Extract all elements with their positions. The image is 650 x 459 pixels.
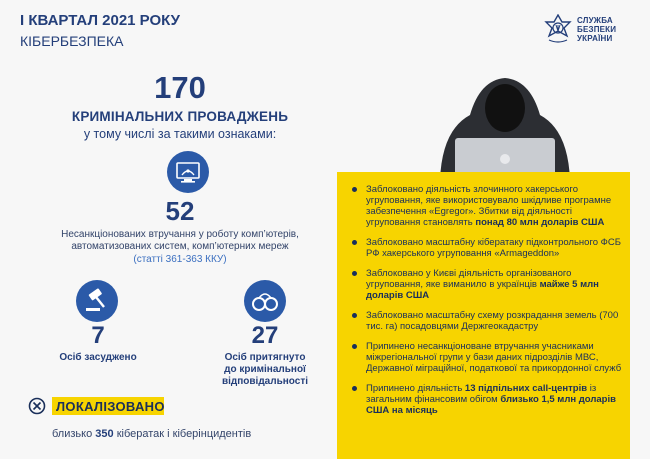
convicted-label: Осіб засуджено <box>59 352 137 363</box>
localized-badge-label: ЛОКАЛІЗОВАНО <box>56 399 165 414</box>
bullet-icon <box>352 271 357 276</box>
computer-icon <box>167 151 209 193</box>
page-subtitle: КІБЕРБЕЗПЕКА <box>20 33 124 49</box>
bullet-icon <box>352 187 357 192</box>
page-title: I КВАРТАЛ 2021 РОКУ <box>20 12 181 29</box>
list-item: Заблоковано масштабну кібератаку підконтрольного ФСБ РФ хакерського угруповання «Armageddon» <box>352 237 622 259</box>
bullet-icon <box>352 386 357 391</box>
localized-summary: близько 350 кібератак і кіберінцидентів <box>52 428 252 440</box>
convicted-count: 7 <box>91 322 105 349</box>
list-item: Припинено діяльність 13 підпільних call-центрів із загальним фінансовим обігом близько 1,5 млн доларів США на місяць <box>352 383 622 416</box>
unauthorized-description: Несанкціонованих втручання у роботу комп’ютерів, автоматизованих систем, комп’ютерних мереж <box>61 229 299 252</box>
list-item: Заблоковано у Києві діяльність організованого угруповання, яке виманило в українців майже 5 млн доларів США <box>352 268 622 301</box>
total-label: КРИМІНАЛЬНИХ ПРОВАДЖЕНЬ <box>71 109 289 124</box>
hacker-illustration <box>400 60 610 180</box>
total-subtitle: у тому числі за такими ознаками: <box>83 127 277 141</box>
sbu-emblem-icon <box>543 14 573 44</box>
handcuffs-icon <box>244 280 286 322</box>
bullet-icon <box>352 240 357 245</box>
gavel-icon <box>76 280 118 322</box>
achievements-list <box>352 184 622 425</box>
bullet-icon <box>352 313 357 318</box>
sbu-logo-text: СЛУЖБА БЕЗПЕКИ УКРАЇНИ <box>577 16 617 43</box>
list-item: Припинено несанкціоноване втручання учасниками міжрегіональної групи у бази даних підрозділів МВС, Державної міграційної, податкової та прикордонної служб <box>352 341 622 374</box>
blocked-x-icon <box>28 397 46 415</box>
list-item: Заблоковано діяльність злочинного хакерського угруповання, яке використовувало шкідливе програмне забезпечення «Egregor». Збитки від діяльності угруповання становлять понад 80 млн доларів США <box>352 184 622 228</box>
charged-count: 27 <box>251 322 279 349</box>
unauthorized-count: 52 <box>165 196 195 226</box>
list-item: Заблоковано масштабну схему розкрадання земель (700 тис. га) посадовцями Держгеокадастру <box>352 310 622 332</box>
bullet-icon <box>352 344 357 349</box>
charged-label: Осіб притягнуто до кримінальної відповідальності <box>221 352 308 387</box>
unauthorized-articles: (статті 361-363 ККУ) <box>133 254 227 265</box>
total-count: 170 <box>154 70 206 105</box>
